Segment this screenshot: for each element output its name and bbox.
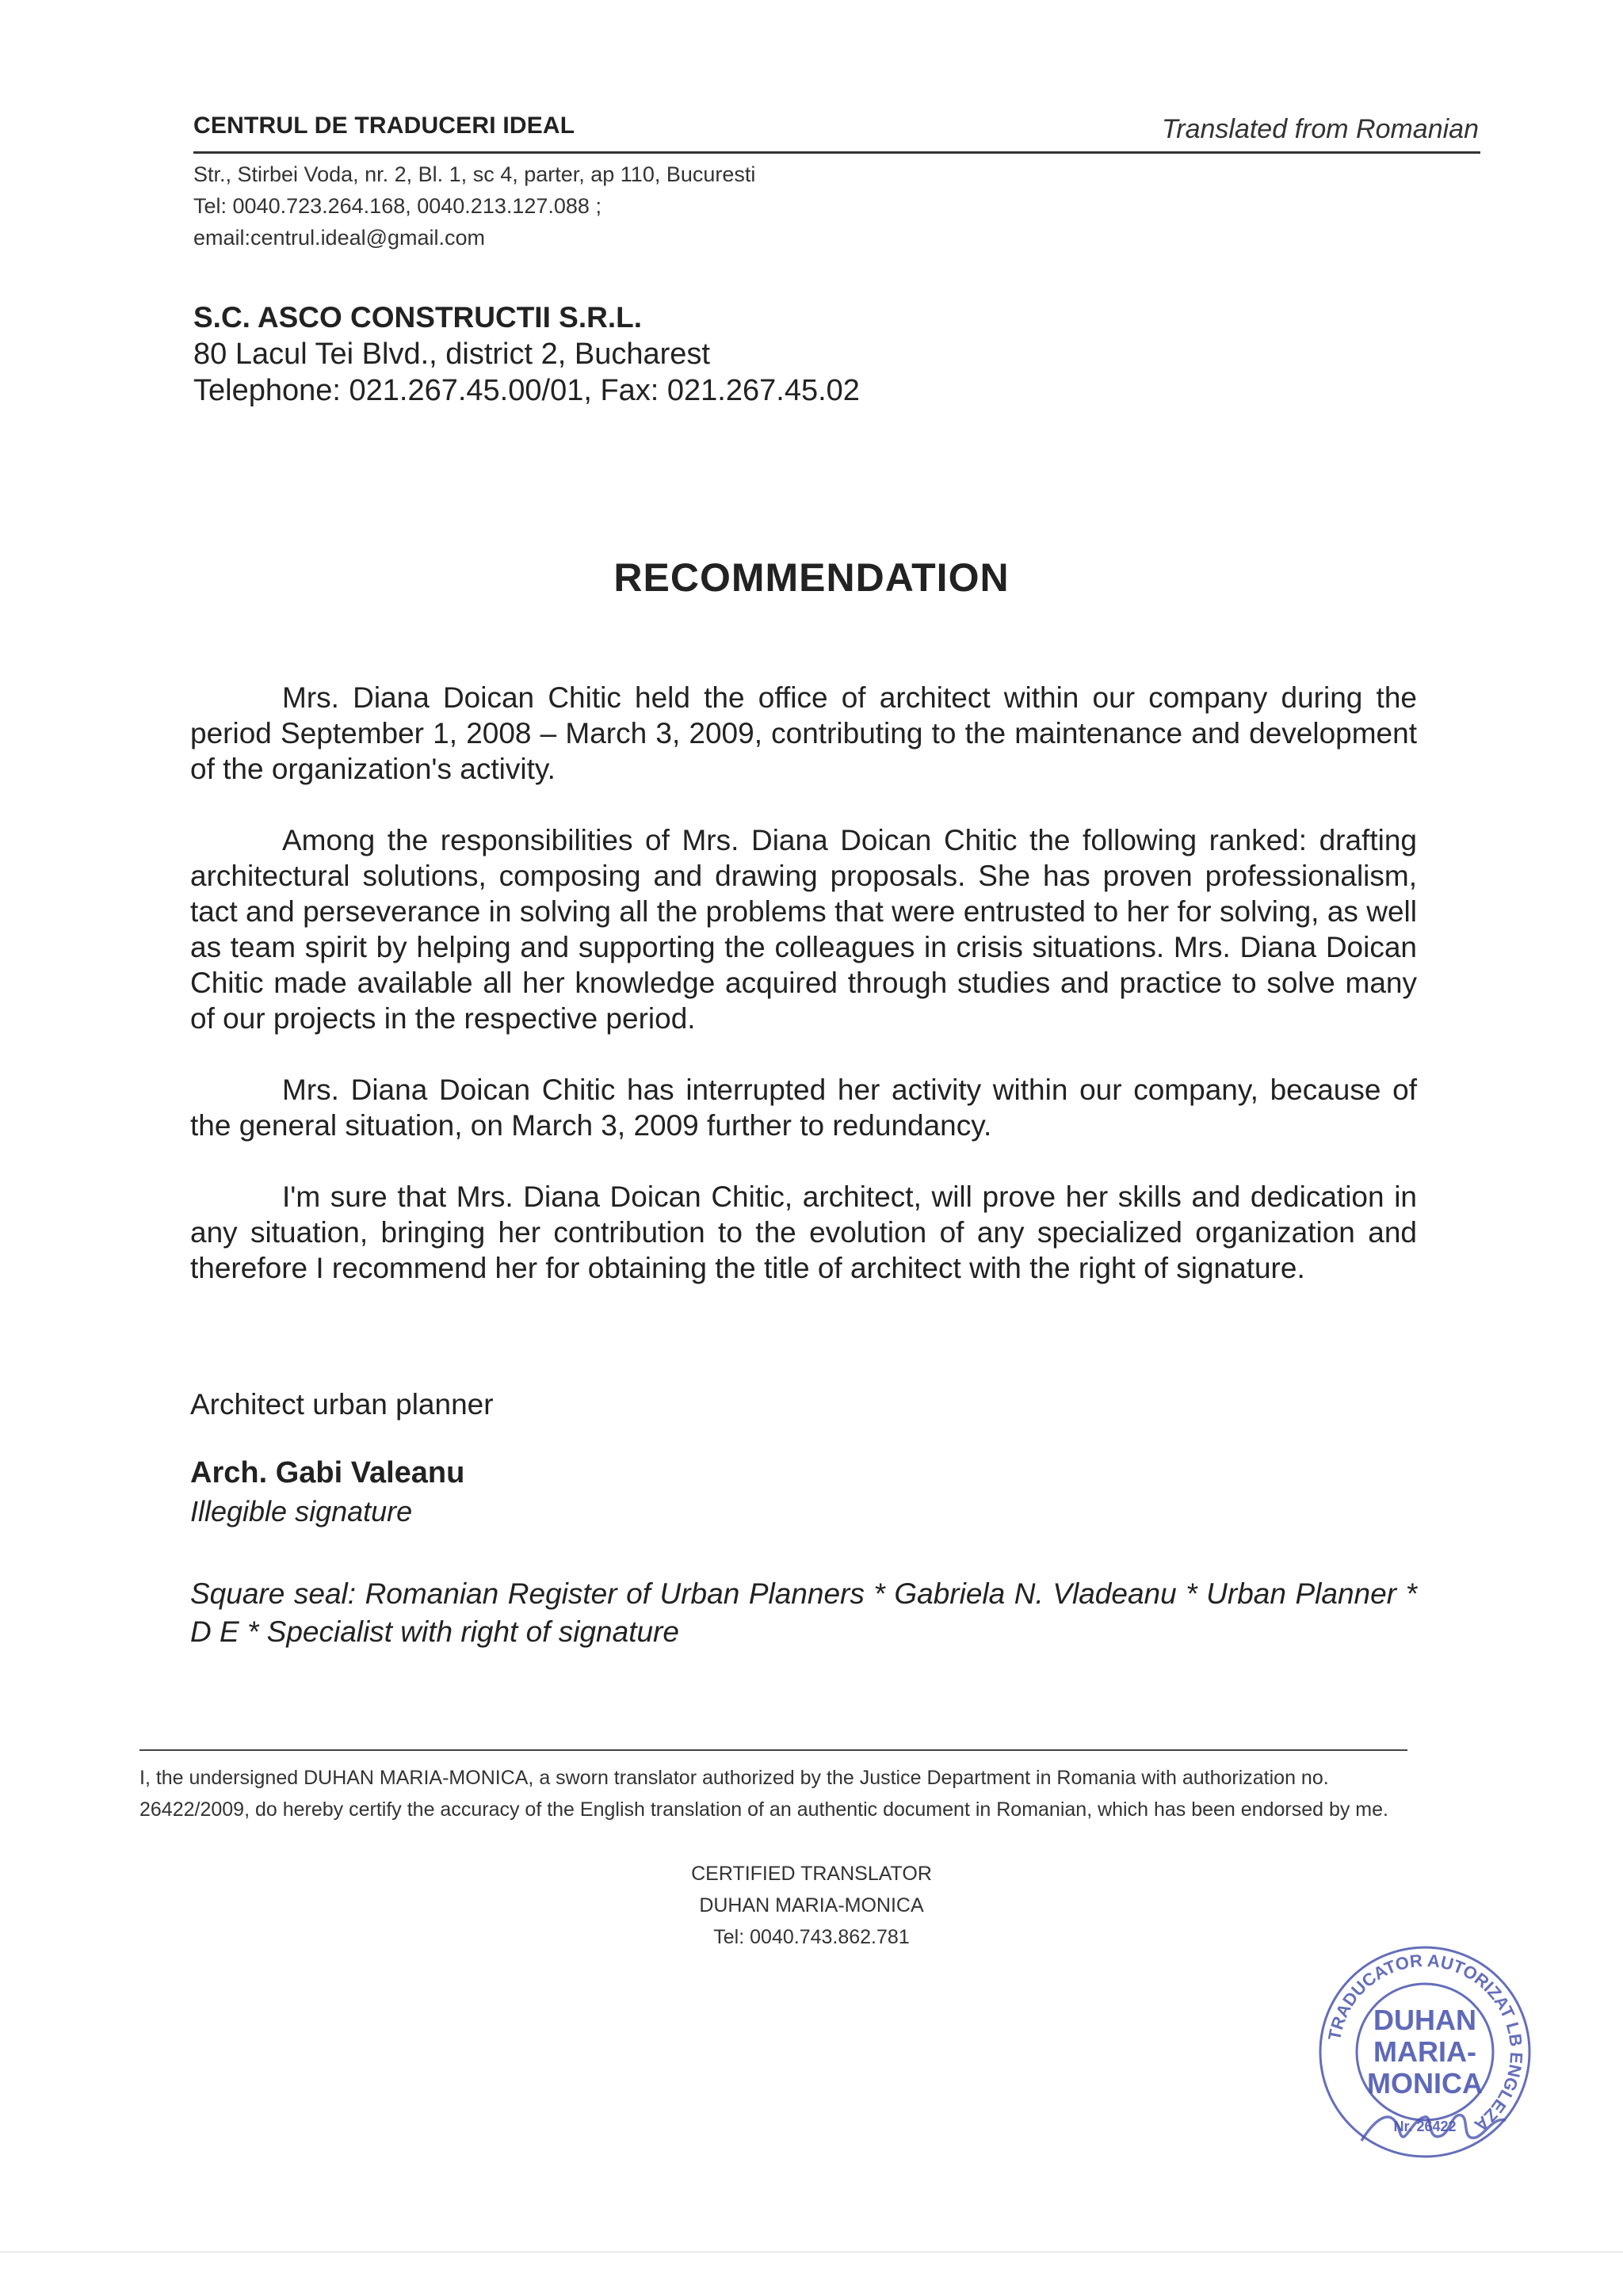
- paragraph-1: Mrs. Diana Doican Chitic held the office of architect within our company during the period September 1, 2008 – March 3, 2009, contributing to the maintenance and development of the organization's activity.: [190, 681, 1417, 785]
- translation-office-name: CENTRUL DE TRADUCERI IDEAL: [193, 113, 575, 139]
- header-divider: [193, 151, 1480, 154]
- company-address: 80 Lacul Tei Blvd., district 2, Bucharest: [193, 338, 710, 371]
- translator-name: DUHAN MARIA-MONICA: [699, 1894, 924, 1917]
- stamp-line-1: DUHAN: [1373, 2004, 1476, 2036]
- certification-statement: I, the undersigned DUHAN MARIA-MONICA, a sworn translator authorized by the Justice Department in Romania with authorization no. 26422/2009, do hereby certify the accuracy of the English translation of an authentic document in Romanian, which has been endorsed by me.: [139, 1767, 1388, 1821]
- paragraph-4: I'm sure that Mrs. Diana Doican Chitic, architect, will prove her skills and dedication in any situation, bringing her contribution to the evolution of any specialized organization and therefore I recommend her for obtaining the title of architect with the right of signature.: [190, 1180, 1417, 1284]
- document-title: RECOMMENDATION: [613, 555, 1010, 600]
- stamp-line-2: MARIA-: [1373, 2035, 1476, 2068]
- translator-stamp-icon: [1306, 1933, 1544, 2171]
- seal-description: Square seal: Romanian Register of Urban Planners * Gabriela N. Vladeanu * Urban Planner * D E * Specialist with right of signature: [190, 1577, 1417, 1648]
- office-phones: Tel: 0040.723.264.168, 0040.213.127.088 ;: [193, 194, 601, 218]
- company-block: [193, 299, 860, 409]
- translator-title: CERTIFIED TRANSLATOR: [691, 1863, 932, 1885]
- footer-divider: [139, 1749, 1407, 1751]
- company-phone: Telephone: 021.267.45.00/01, Fax: 021.267.45.02: [193, 374, 860, 407]
- office-email: email:centrul.ideal@gmail.com: [193, 226, 486, 250]
- stamp-number: Nr. 26422: [1393, 2119, 1457, 2134]
- company-name: S.C. ASCO CONSTRUCTII S.R.L.: [193, 301, 642, 334]
- stamp-line-3: MONICA: [1367, 2067, 1483, 2100]
- stamp-ring-text: TRADUCATOR AUTORIZAT LB ENGLEZA: [1323, 1950, 1527, 2136]
- paragraph-2: Among the responsibilities of Mrs. Diana Doican Chitic the following ranked: drafting architectural solutions, composing and drawing proposals. She has proven professionalism, tact and perseverance in solving all the problems that were entrusted to her for solving, as well as team spirit by helping and supporting the colleagues in crisis situations. Mrs. Diana Doican Chitic made available all her knowledge acquired through studies and practice to solve many of our projects in the respective period.: [190, 824, 1417, 1035]
- translator-phone: Tel: 0040.743.862.781: [713, 1926, 910, 1948]
- paragraph-3: Mrs. Diana Doican Chitic has interrupted her activity within our company, because of the general situation, on March 3, 2009 further to redundancy.: [190, 1074, 1417, 1142]
- office-address: Str., Stirbei Voda, nr. 2, Bl. 1, sc 4, parter, ap 110, Bucuresti: [193, 162, 756, 186]
- signer-name: Arch. Gabi Valeanu: [190, 1456, 465, 1489]
- signature-note: Illegible signature: [190, 1495, 413, 1527]
- translation-note: Translated from Romanian: [1162, 114, 1479, 144]
- translation-office-contact: [193, 158, 755, 254]
- signer-role: Architect urban planner: [190, 1388, 494, 1421]
- letter-body: [190, 680, 1417, 1322]
